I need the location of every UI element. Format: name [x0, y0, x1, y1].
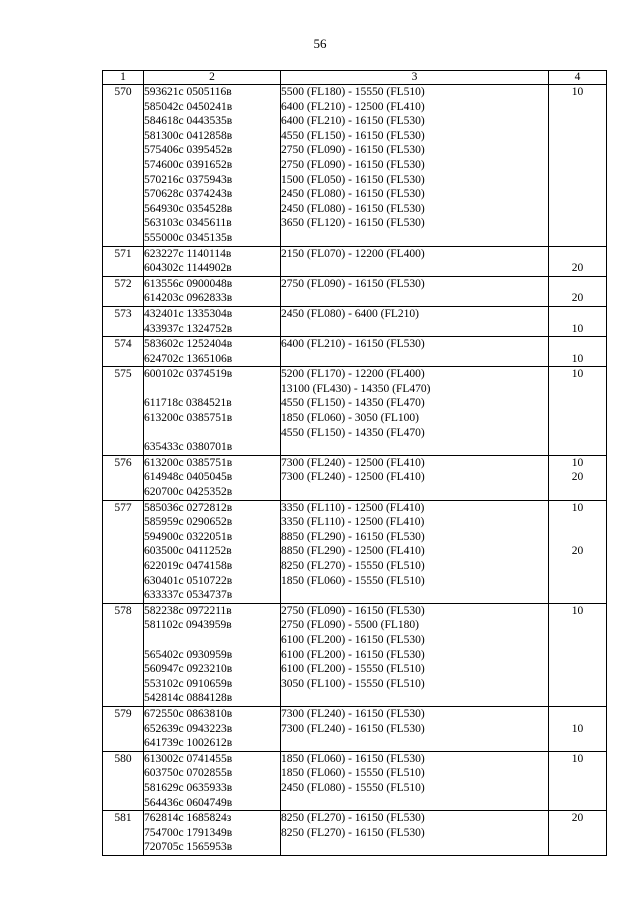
coordinate-line: 584618c 0443535в — [144, 115, 233, 128]
altitude-line — [281, 588, 548, 603]
value-line — [549, 796, 606, 811]
altitude-line: 7300 (FL240) - 12500 (FL410) — [281, 456, 425, 469]
row-number — [103, 455, 144, 500]
altitude-line: 6400 (FL210) - 16150 (FL530) — [281, 338, 425, 351]
coordinate-line: 581102c 0943959в — [144, 619, 232, 632]
altitude-line: 2450 (FL080) - 6400 (FL210) — [281, 307, 419, 320]
altitude-line: 4550 (FL150) - 16150 (FL530) — [281, 129, 425, 142]
coordinate-line: 613200c 0385751в — [144, 412, 233, 425]
value-line — [549, 247, 606, 262]
coordinate-line: 614948c 0405045в — [144, 471, 233, 484]
value-line — [549, 187, 606, 202]
coordinate-line: 585036c 0272812в — [144, 501, 233, 514]
value-line: 20 — [571, 812, 584, 825]
table-row — [103, 706, 607, 751]
value-line — [549, 231, 606, 246]
row-number-text: 570 — [114, 86, 132, 98]
value-line: 20 — [571, 292, 584, 305]
row-number-text: 575 — [114, 368, 132, 381]
altitude-line: 4550 (FL150) - 14350 (FL470) — [281, 397, 425, 410]
altitude-line: 7300 (FL240) - 16150 (FL530) — [281, 722, 425, 735]
coordinate-line: 574600c 0391652в — [144, 158, 233, 171]
coordinate-line: 611718c 0384521в — [144, 397, 232, 410]
altitude-line: 2750 (FL090) - 16150 (FL530) — [281, 144, 425, 157]
value-cell — [549, 500, 607, 603]
value-line: 10 — [571, 86, 584, 98]
value-cell — [549, 706, 607, 751]
row-number — [103, 500, 144, 603]
coordinate-line: 585042c 0450241в — [144, 100, 233, 113]
altitude-line — [281, 840, 548, 855]
coordinates-cell — [144, 85, 281, 247]
value-line: 20 — [571, 262, 584, 275]
coordinate-line — [144, 426, 280, 441]
value-line: 10 — [571, 752, 584, 765]
table-row — [103, 367, 607, 456]
altitude-line: 1850 (FL060) - 15550 (FL510) — [281, 574, 425, 587]
column-header-1: 1 — [103, 71, 144, 85]
coordinate-line: 762814c 1685824з — [144, 812, 232, 825]
altitude-line: 3350 (FL110) - 12500 (FL410) — [281, 501, 425, 514]
row-number-text: 571 — [114, 247, 132, 260]
value-line — [549, 337, 606, 352]
value-line — [549, 618, 606, 633]
coordinate-line: 652639c 0943223в — [144, 722, 233, 735]
altitude-cell — [281, 85, 549, 247]
altitude-line: 2750 (FL090) - 16150 (FL530) — [281, 277, 425, 290]
coordinate-line: 563103c 0345611в — [144, 217, 232, 230]
altitude-line: 6400 (FL210) - 16150 (FL530) — [281, 115, 425, 128]
altitude-line: 7300 (FL240) - 16150 (FL530) — [281, 707, 425, 720]
value-line: 10 — [571, 501, 584, 514]
altitude-line: 6400 (FL210) - 12500 (FL410) — [281, 100, 425, 113]
coordinate-line: 581629c 0635933в — [144, 781, 233, 794]
coordinates-cell — [144, 500, 281, 603]
coordinates-cell — [144, 276, 281, 306]
coordinate-line: 613200c 0385751в — [144, 456, 233, 469]
altitude-line — [281, 736, 548, 751]
coordinate-line: 630401c 0510722в — [144, 574, 233, 587]
altitude-line — [281, 291, 548, 306]
coordinates-cell — [144, 751, 281, 810]
value-line: 10 — [571, 604, 584, 617]
coordinate-line: 672550c 0863810в — [144, 707, 233, 720]
coordinate-line: 553102c 0910659в — [144, 677, 233, 690]
altitude-line: 5500 (FL180) - 15550 (FL510) — [281, 86, 425, 98]
table-row — [103, 276, 607, 306]
value-cell — [549, 455, 607, 500]
coordinate-line: 600102c 0374519в — [144, 368, 233, 381]
altitude-cell — [281, 751, 549, 810]
coordinate-line: 614203c 0962833в — [144, 292, 233, 305]
value-cell — [549, 811, 607, 856]
coordinates-cell — [144, 337, 281, 367]
value-line: 10 — [571, 368, 584, 381]
value-line — [549, 588, 606, 603]
row-number — [103, 306, 144, 336]
altitude-line — [281, 485, 548, 500]
row-number — [103, 337, 144, 367]
coordinate-line: 620700c 0425352в — [144, 486, 233, 499]
value-cell — [549, 85, 607, 247]
value-line — [549, 440, 606, 455]
value-cell — [549, 603, 607, 706]
value-line — [549, 633, 606, 648]
altitude-line: 7300 (FL240) - 12500 (FL410) — [281, 471, 425, 484]
value-line — [549, 277, 606, 292]
value-line — [549, 677, 606, 692]
altitude-line: 3650 (FL120) - 16150 (FL530) — [281, 217, 425, 230]
row-number-text: 574 — [114, 338, 132, 351]
altitude-line: 3350 (FL110) - 12500 (FL410) — [281, 516, 425, 529]
column-header-3: 3 — [281, 71, 549, 85]
coordinate-line: 613002c 0741455в — [144, 752, 233, 765]
row-number — [103, 276, 144, 306]
table-row — [103, 455, 607, 500]
coordinate-line: 593621c 0505116в — [144, 86, 232, 98]
altitude-line: 5200 (FL170) - 12200 (FL400) — [281, 368, 425, 381]
value-line: 10 — [571, 456, 584, 469]
value-line — [549, 411, 606, 426]
coordinate-line: 433937c 1324752в — [144, 322, 233, 335]
coordinate-line — [144, 382, 280, 397]
value-line: 10 — [571, 722, 584, 735]
value-line — [549, 114, 606, 129]
row-number-text: 572 — [114, 277, 132, 290]
value-cell — [549, 246, 607, 276]
coordinates-cell — [144, 246, 281, 276]
value-cell — [549, 751, 607, 810]
altitude-cell — [281, 276, 549, 306]
altitude-cell — [281, 367, 549, 456]
value-line — [549, 781, 606, 796]
row-number-text: 581 — [114, 812, 132, 825]
coordinate-line: 582238c 0972211в — [144, 604, 232, 617]
coordinates-cell — [144, 367, 281, 456]
table-row — [103, 337, 607, 367]
coordinate-line: 603750c 0702855в — [144, 767, 233, 780]
value-line — [549, 426, 606, 441]
column-header-2: 2 — [144, 71, 281, 85]
coordinate-line: 565402c 0930959в — [144, 648, 233, 661]
coordinate-line: 570216c 0375943в — [144, 173, 233, 186]
altitude-line: 6100 (FL200) - 16150 (FL530) — [281, 633, 425, 646]
altitude-line: 1850 (FL060) - 16150 (FL530) — [281, 752, 425, 765]
table-row — [103, 500, 607, 603]
coordinate-line: 603500c 0411252в — [144, 545, 232, 558]
altitude-line: 4550 (FL150) - 14350 (FL470) — [281, 426, 425, 439]
coordinates-cell — [144, 811, 281, 856]
altitude-line — [281, 322, 548, 337]
value-line — [549, 826, 606, 841]
altitude-line — [281, 231, 548, 246]
row-number-text: 579 — [114, 707, 132, 720]
value-line — [549, 766, 606, 781]
value-line — [549, 100, 606, 115]
value-cell — [549, 306, 607, 336]
altitude-line: 2750 (FL090) - 5500 (FL180) — [281, 619, 419, 632]
value-line — [549, 559, 606, 574]
table-row — [103, 603, 607, 706]
value-line — [549, 216, 606, 231]
row-number — [103, 811, 144, 856]
header-row — [103, 71, 607, 85]
value-line — [549, 662, 606, 677]
coordinate-line: 623227c 1140114в — [144, 247, 232, 260]
altitude-line: 8850 (FL290) - 16150 (FL530) — [281, 530, 425, 543]
row-number-text: 576 — [114, 456, 132, 469]
coordinates-cell — [144, 306, 281, 336]
value-line — [549, 574, 606, 589]
altitude-line — [281, 691, 548, 706]
altitude-line — [281, 352, 548, 367]
row-number — [103, 603, 144, 706]
altitude-line: 2750 (FL090) - 16150 (FL530) — [281, 604, 425, 617]
value-line: 20 — [571, 471, 584, 484]
coordinate-line: 583602c 1252404в — [144, 338, 233, 351]
altitude-cell — [281, 706, 549, 751]
value-line — [549, 736, 606, 751]
value-line — [549, 382, 606, 397]
value-line — [549, 648, 606, 663]
altitude-cell — [281, 500, 549, 603]
coordinates-cell — [144, 455, 281, 500]
value-cell — [549, 367, 607, 456]
altitude-line — [281, 796, 548, 811]
row-number-text: 578 — [114, 604, 132, 617]
coordinate-line: 594900c 0322051в — [144, 530, 233, 543]
row-number — [103, 367, 144, 456]
coordinate-line: 575406c 0395452в — [144, 144, 233, 157]
value-line — [549, 396, 606, 411]
value-line: 10 — [571, 352, 584, 365]
coordinate-line: 570628c 0374243в — [144, 188, 233, 201]
coordinates-cell — [144, 603, 281, 706]
value-line — [549, 707, 606, 722]
value-line — [549, 158, 606, 173]
row-number — [103, 85, 144, 247]
row-number — [103, 246, 144, 276]
coordinate-line: 754700c 1791349в — [144, 826, 233, 839]
altitude-line — [281, 261, 548, 276]
airspace-table — [102, 70, 607, 856]
value-line — [549, 307, 606, 322]
coordinate-line — [144, 633, 280, 648]
altitude-cell — [281, 246, 549, 276]
value-line — [549, 129, 606, 144]
table-row — [103, 85, 607, 247]
table-row — [103, 811, 607, 856]
altitude-cell — [281, 337, 549, 367]
altitude-line: 2450 (FL080) - 16150 (FL530) — [281, 202, 425, 215]
table-row — [103, 306, 607, 336]
row-number-text: 573 — [114, 307, 132, 320]
value-line — [549, 530, 606, 545]
altitude-cell — [281, 306, 549, 336]
table-body — [103, 85, 607, 856]
altitude-line: 8250 (FL270) - 15550 (FL510) — [281, 560, 425, 572]
value-line — [549, 840, 606, 855]
column-header-4: 4 — [549, 71, 607, 85]
altitude-line: 1500 (FL050) - 16150 (FL530) — [281, 173, 425, 186]
coordinate-line: 604302c 1144902в — [144, 262, 232, 275]
row-number-text: 577 — [114, 501, 132, 514]
value-line: 20 — [571, 545, 584, 558]
altitude-cell — [281, 603, 549, 706]
altitude-line: 8850 (FL290) - 12500 (FL410) — [281, 545, 425, 558]
altitude-line: 2450 (FL080) - 16150 (FL530) — [281, 188, 425, 201]
value-line — [549, 143, 606, 158]
altitude-line: 1850 (FL060) - 3050 (FL100) — [281, 412, 419, 425]
altitude-line: 2150 (FL070) - 12200 (FL400) — [281, 247, 425, 260]
value-line — [549, 691, 606, 706]
altitude-line: 8250 (FL270) - 16150 (FL530) — [281, 812, 425, 825]
value-line — [549, 485, 606, 500]
coordinates-cell — [144, 706, 281, 751]
value-line — [549, 173, 606, 188]
value-cell — [549, 276, 607, 306]
value-line — [549, 515, 606, 530]
altitude-line: 3050 (FL100) - 15550 (FL510) — [281, 677, 425, 690]
altitude-line: 2450 (FL080) - 15550 (FL510) — [281, 781, 425, 794]
table-row — [103, 246, 607, 276]
coordinate-line: 624702c 1365106в — [144, 352, 233, 365]
coordinate-line: 581300c 0412858в — [144, 129, 233, 142]
coordinate-line: 635433c 0380701в — [144, 441, 233, 454]
row-number — [103, 751, 144, 810]
value-line: 10 — [571, 322, 584, 335]
row-number — [103, 706, 144, 751]
coordinate-line: 432401c 1335304в — [144, 307, 233, 320]
table-row — [103, 751, 607, 810]
coordinate-line: 560947c 0923210в — [144, 663, 233, 676]
coordinate-line: 585959c 0290652в — [144, 516, 233, 529]
altitude-line: 1850 (FL060) - 15550 (FL510) — [281, 767, 425, 780]
value-line — [549, 202, 606, 217]
altitude-cell — [281, 455, 549, 500]
coordinate-line: 555000c 0345135в — [144, 231, 233, 244]
coordinate-line: 564930c 0354528в — [144, 202, 233, 215]
altitude-line: 6100 (FL200) - 16150 (FL530) — [281, 648, 425, 661]
coordinate-line: 542814c 0884128в — [144, 692, 233, 705]
altitude-line: 8250 (FL270) - 16150 (FL530) — [281, 826, 425, 839]
coordinate-line: 622019c 0474158в — [144, 560, 233, 572]
value-cell — [549, 337, 607, 367]
coordinate-line: 633337c 0534737в — [144, 589, 233, 602]
row-number-text: 580 — [114, 752, 132, 765]
altitude-line: 6100 (FL200) - 15550 (FL510) — [281, 663, 425, 676]
coordinate-line: 720705c 1565953в — [144, 841, 233, 854]
coordinate-line: 613556c 0900048в — [144, 277, 233, 290]
altitude-line: 2750 (FL090) - 16150 (FL530) — [281, 158, 425, 171]
altitude-cell — [281, 811, 549, 856]
page-number: 56 — [313, 36, 327, 51]
altitude-line — [281, 440, 548, 455]
coordinate-line: 641739c 1002612в — [144, 737, 233, 750]
altitude-line: 13100 (FL430) - 14350 (FL470) — [281, 382, 431, 395]
coordinate-line: 564436c 0604749в — [144, 796, 233, 809]
